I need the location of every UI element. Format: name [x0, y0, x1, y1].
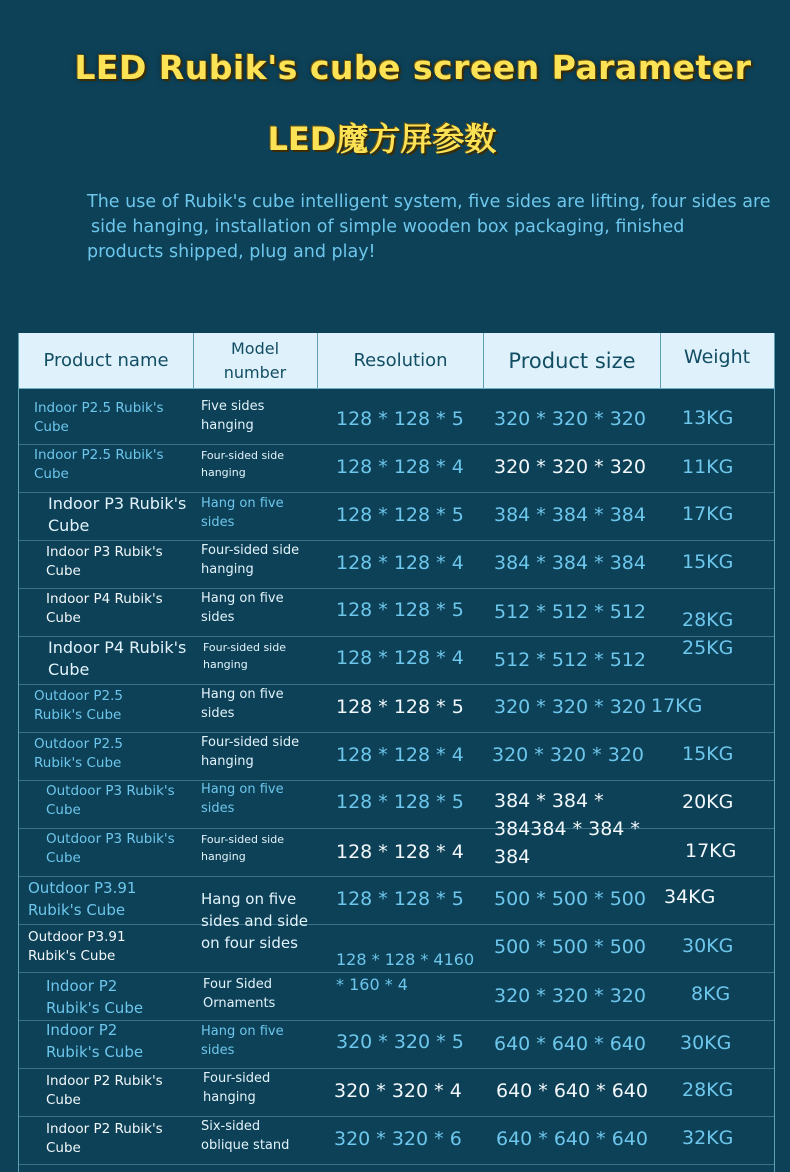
row-divider [19, 1164, 774, 1165]
model-number-cell: Hang on five sides [201, 591, 284, 625]
model-number-cell: Four-sided side hanging [203, 641, 286, 671]
product-name-cell: Outdoor P2.5 Rubik's Cube [34, 688, 124, 723]
resolution-cell: 128 * 128 * 5 [336, 408, 464, 430]
product-size-cell: 320 * 320 * 320 [494, 696, 646, 718]
resolution-cell [336, 947, 474, 997]
model-number-cell: Four Sided Ornaments [203, 977, 276, 1011]
row-divider [19, 1116, 774, 1117]
product-name-cell: Indoor P2.5 Rubik's Cube [34, 447, 164, 482]
table-header [19, 333, 774, 389]
product-size-cell [494, 787, 640, 871]
product-name-cell: Indoor P2 Rubik's Cube [46, 1021, 144, 1061]
description [87, 190, 771, 265]
weight-cell: 17KG [682, 503, 734, 525]
product-size-line: 384384 * 384 * [494, 818, 640, 840]
product-size-cell: 320 * 320 * 320 [494, 408, 646, 430]
row-divider [19, 540, 774, 541]
product-size-cell: 320 * 320 * 320 [494, 456, 646, 478]
resolution-cell: 320 * 320 * 4 [334, 1080, 462, 1102]
column-header-model-number: Model number [193, 333, 316, 388]
product-name-cell: Indoor P4 Rubik's Cube [48, 638, 187, 679]
model-number-cell: Five sides hanging [201, 399, 265, 433]
description-line: products shipped, plug and play! [87, 242, 376, 262]
weight-cell: 11KG [682, 456, 734, 478]
model-number-cell: Four-sided side hanging [201, 543, 300, 577]
resolution-cell: 128 * 128 * 5 [336, 599, 464, 621]
product-name-cell: Outdoor P2.5 Rubik's Cube [34, 736, 124, 771]
model-number-cell: Four-sided side hanging [201, 449, 284, 479]
product-size-line: 384 * 384 * [494, 790, 604, 812]
row-divider [19, 588, 774, 589]
resolution-cell: 128 * 128 * 4 [336, 744, 464, 766]
description-line: side hanging, installation of simple wooden box packaging, finished [91, 217, 685, 237]
product-name-cell: Outdoor P3.91 Rubik's Cube [28, 879, 137, 919]
column-header-product-name: Product name [43, 350, 169, 371]
weight-cell: 15KG [682, 551, 734, 573]
weight-cell: 15KG [682, 743, 734, 765]
product-size-cell: 320 * 320 * 320 [494, 985, 646, 1007]
product-size-cell: 640 * 640 * 640 [494, 1033, 646, 1055]
weight-cell: 17KG [651, 695, 703, 717]
model-number-cell: Hang on five sides [201, 1024, 284, 1058]
weight-cell: 30KG [682, 935, 734, 957]
description-line: The use of Rubik's cube intelligent system, five sides are lifting, four sides are [87, 192, 771, 212]
row-divider [19, 444, 774, 445]
product-name-cell: Indoor P3 Rubik's Cube [46, 544, 163, 579]
weight-cell: 28KG [682, 609, 734, 631]
resolution-cell: 128 * 128 * 5 [336, 791, 464, 813]
resolution-cell: 128 * 128 * 4 [336, 841, 464, 863]
model-number-cell: Hang on five sides [201, 782, 284, 816]
product-size-cell: 512 * 512 * 512 [494, 601, 646, 623]
product-size-cell: 512 * 512 * 512 [494, 649, 646, 671]
product-size-cell: 384 * 384 * 384 [494, 552, 646, 574]
model-number-line: on four sides [201, 934, 298, 952]
column-header-resolution: Resolution [317, 333, 483, 388]
weight-cell: 13KG [682, 407, 734, 429]
product-size-cell: 384 * 384 * 384 [494, 504, 646, 526]
resolution-line: 128 * 128 * 4160 [336, 950, 475, 969]
row-divider [19, 828, 774, 829]
product-size-cell: 500 * 500 * 500 [494, 936, 646, 958]
resolution-cell: 128 * 128 * 5 [336, 696, 464, 718]
product-name-cell: Indoor P2 Rubik's Cube [46, 977, 144, 1017]
resolution-line: * 160 * 4 [336, 975, 408, 994]
weight-cell: 32KG [682, 1127, 734, 1149]
product-size-line: 384 [494, 846, 531, 868]
resolution-cell: 320 * 320 * 6 [334, 1128, 462, 1150]
product-name-cell: Outdoor P3.91 Rubik's Cube [28, 929, 126, 964]
product-name-cell: Indoor P2 Rubik's Cube [46, 1073, 163, 1108]
product-name-cell: Outdoor P3 Rubik's Cube [46, 783, 175, 818]
product-size-cell: 500 * 500 * 500 [494, 888, 646, 910]
weight-cell: 34KG [664, 886, 716, 908]
resolution-cell: 128 * 128 * 4 [336, 552, 464, 574]
row-divider [19, 684, 774, 685]
model-number-line: sides and side [201, 912, 309, 930]
page-subtitle: LED魔方屏参数 [267, 120, 497, 158]
product-name-cell: Outdoor P3 Rubik's Cube [46, 831, 175, 866]
row-divider [19, 924, 774, 925]
model-number-cell: Six-sided oblique stand [201, 1119, 290, 1153]
resolution-cell: 320 * 320 * 5 [336, 1031, 464, 1053]
column-header-weight: Weight [660, 333, 773, 388]
weight-cell: 8KG [691, 983, 731, 1005]
row-divider [19, 732, 774, 733]
product-size-cell: 320 * 320 * 320 [492, 744, 644, 766]
resolution-cell: 128 * 128 * 4 [336, 647, 464, 669]
parameter-table [18, 333, 775, 1172]
model-number-cell: Hang on five sides [201, 496, 284, 530]
product-name-cell: Indoor P2 Rubik's Cube [46, 1121, 163, 1156]
weight-cell: 28KG [682, 1079, 734, 1101]
model-number-cell: Four-sided hanging [203, 1071, 271, 1105]
page-title: LED Rubik's cube screen Parameter [74, 48, 752, 87]
weight-cell: 20KG [682, 791, 734, 813]
product-size-cell: 640 * 640 * 640 [496, 1128, 648, 1150]
weight-cell: 17KG [685, 840, 737, 862]
product-name-cell: Indoor P3 Rubik's Cube [48, 494, 187, 535]
resolution-cell: 128 * 128 * 5 [336, 504, 464, 526]
product-name-cell: Indoor P4 Rubik's Cube [46, 591, 163, 626]
product-name-cell: Indoor P2.5 Rubik's Cube [34, 400, 164, 435]
resolution-cell: 128 * 128 * 5 [336, 888, 464, 910]
weight-cell: 25KG [682, 637, 734, 659]
model-number-cell: Four-sided side hanging [201, 735, 300, 769]
model-number-cell: Hang on five sides [201, 687, 284, 721]
model-number-cell [201, 888, 308, 954]
product-size-cell: 640 * 640 * 640 [496, 1080, 648, 1102]
model-number-line: Hang on five [201, 890, 297, 908]
column-header-product-size: Product size [483, 333, 660, 388]
row-divider [19, 780, 774, 781]
weight-cell: 30KG [680, 1032, 732, 1054]
model-number-cell: Four-sided side hanging [201, 833, 284, 863]
resolution-cell: 128 * 128 * 4 [336, 456, 464, 478]
row-divider [19, 1068, 774, 1069]
